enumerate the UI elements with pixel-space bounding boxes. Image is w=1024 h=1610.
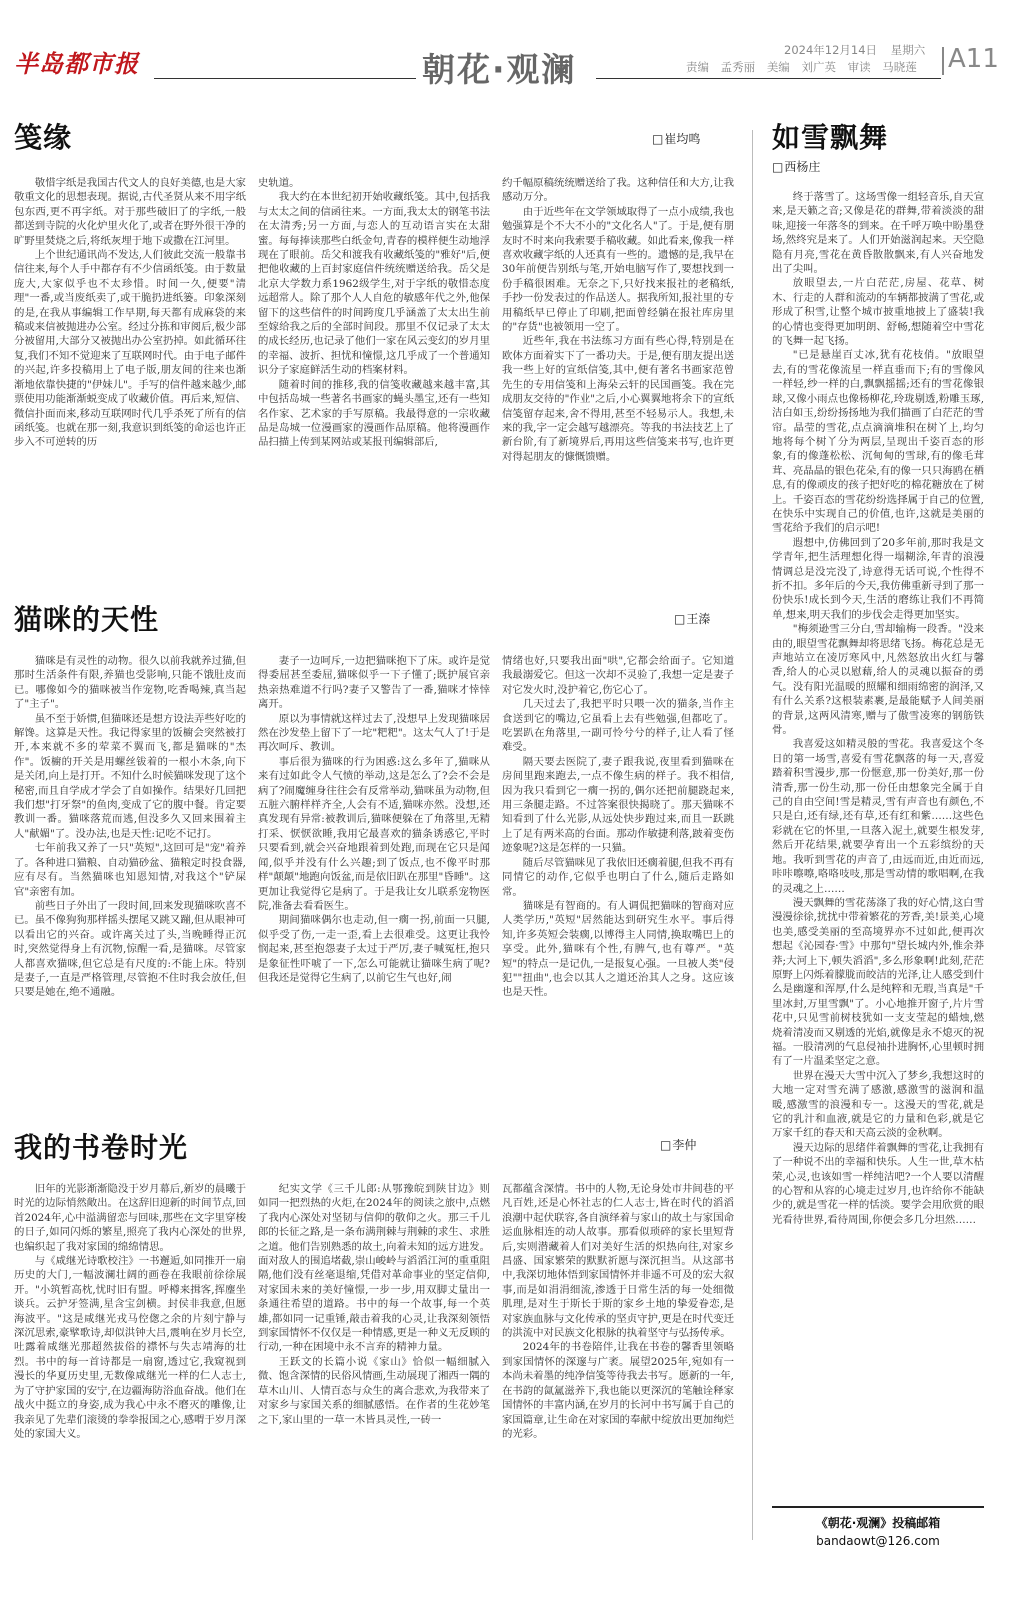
article-paragraph: 隔天要去医院了,妻子跟我说,夜里看到猫咪在房间里跑来跑去,一点不像生病的样子。我不相信,因为我只看到它一瘸一拐的,偶尔还把前腿跷起来,用三条腿走路。不过答案很快揭晓了。那天猫咪不知看到了什么光影,从远处快步跑过来,而且一跃跳上了足有两米高的台面。那动作敏捷利落,跛着变伤迹象呢?这是怎样的一只猫。 bbox=[502, 755, 734, 855]
article-title: 如雪飘舞 bbox=[772, 121, 889, 154]
article-column bbox=[502, 654, 734, 1094]
article-paragraph: 约千幅原稿统统赠送给了我。这种信任和大方,让我感动万分。 bbox=[502, 177, 734, 204]
editor-role: 责编 bbox=[686, 60, 709, 74]
article-paragraph: 旧年的光影渐渐隐没于岁月幕后,新岁的晨曦于时光的边际悄然敞出。在这辞旧迎新的时间节点,回首2024年,心中溢满留恋与回味,那些在文字里穿梭的日子,如同闪烁的繁星,照亮了我内心深处的世界,也编织起了我对家国的绵绵情思。 bbox=[14, 1183, 246, 1253]
submission-contact bbox=[772, 1506, 984, 1548]
article-paragraph: 几天过去了,我把平时只喂一次的猫条,当作主食送到它的嘴边,它虽看上去有些勉强,但都吃了。吃罢趴在角落里,一副可怜兮兮的样子,让人看了怪难受。 bbox=[502, 698, 734, 754]
section-title: 朝花·观澜 bbox=[422, 50, 577, 89]
article-paragraph: 与《咸继光诗歌校注》一书邂逅,如同推开一扇历史的大门,一幅波澜壮阔的画卷在我眼前徐徐展开。"小筑暂高枕,忧时旧有盟。呼樽来揖客,挥麈坐谈兵。云护牙签满,星含宝剑横。封侯非我意,但愿海波平。"这是咸继光戎马倥偬之余的片刻宁静与深沉思索,豪擘歌诗,却似洪钟大吕,震响在岁月长空,吐露着咸继光那超然拔俗的襟怀与失志靖海的壮烈。书中的每一首诗都是一扇窗,透过它,我窥视到漫长的华夏历史里,无数像咸继光一样的仁人志士,为了守护家国的安宁,在边疆海防浴血奋战。他们在战火中挺立的身姿,成为我心中永不磨灭的雕像,让我亲见了先辈们滚烫的拳拳报国之心,感喟于岁月深处的家国大义。 bbox=[14, 1255, 246, 1440]
article-column bbox=[772, 190, 984, 1490]
article-title: 笺缘 bbox=[14, 121, 73, 154]
article-paragraph: 漫天飘舞的雪花荡涤了我的好心情,这白雪漫漫徐徐,扰扰中带着繁花的芳香,美!景美,心境也美,感受美丽的至高境界亦不过如此,便再次想起《沁园春·雪》中那句"望长城内外,惟余莽莽;大河上下,顿失滔滔",多么形象啊!此刻,茫茫原野上闪烁着朦胧而皎洁的光泽,让人感受到什么是幽邃和浑厚,什么是纯粹和无瑕,当真是"千里冰封,万里雪飘"了。小心地推开窗子,片片雪花中,只见雪前树枝犹如一支支莹起的蜡烛,燃烧着清凌而又剔透的光焰,就像是永不熄灭的祝福。一股清冽的气息侵袖扑进胸怀,心里顿时拥有了一片温柔坚定之意。 bbox=[772, 896, 984, 1068]
issue-weekday: 星期六 bbox=[890, 43, 926, 57]
article-paragraph: 上个世纪通讯尚不发达,人们彼此交流一般靠书信往来,每个人手中都存有不少信函纸笺。由于数量庞大,大家似乎也不太珍惜。时间一久,便要"清理"一番,或当废纸卖了,或干脆扔进纸篓。印象深刻的是,在我从事编辑工作早期,每天都有成麻袋的来稿或来信被抛进办公室。经过分拣和审阅后,极少部分被留用,大部分又被抛出办公室扔掉。如此循环往复,我们不知不觉迎来了互联网时代。由于电子邮件的兴起,许多投稿用上了电子版,朋友间的往来也渐渐地依靠快捷的"伊妹儿"。手写的信件越来越少,邮票使用功能渐渐蜕变成了收藏价值。再后来,短信、微信扑面而来,移动互联网时代几乎杀死了所有的信函纸笺。也就在那一刻,我意识到纸笺的命运也许正步入不可逆转的历 bbox=[14, 249, 246, 449]
article-paragraph: 世界在漫天大雪中沉入了梦乡,我想这时的大地一定对雪充满了感激,感激雪的滋润和温暖,感激雪的浪漫和专一。这漫天的雪花,就是它的乳汁和血液,就是它的力量和色彩,就是它万家千红的春天和天高云淡的金秋啊。 bbox=[772, 1069, 984, 1140]
article-title: 我的书卷时光 bbox=[14, 1131, 189, 1164]
article-paragraph: 史轨道。 bbox=[258, 177, 300, 189]
article-column bbox=[502, 176, 734, 554]
article-paragraph: 随着时间的推移,我的信笺收藏越来越丰富,其中包括岛城一些著名书画家的蝇头墨宝,还有一些知名作家、艺术家的手写原稿。我最得意的一宗收藏品是岛城一位漫画家的漫画作品原稿。他将漫画作品扫描上传到某网站或某报刊编辑部后, bbox=[258, 378, 490, 449]
article-paragraph: 王跃文的长篇小说《家山》恰似一幅细腻入微、饱含深情的民俗风情画,生动展现了湘西一隅的草木山川、人情百态与众生的离合悲欢,为我带来了对家乡与家国关系的细腻感悟。在作者的生花妙笔之下,家山里的一草一木皆具灵性,一砖一 bbox=[258, 1355, 490, 1426]
header-rule-left bbox=[154, 78, 416, 79]
article-paragraph: 敬惜字纸是我国古代文人的良好美德,也是大家敬重文化的思想表现。据说,古代圣贤从来不用字纸包东西,更不再字纸。对于那些破旧了的字纸,一般都送到寺院的火化炉里火化了,或者在野外很干净的旷野里焚烧之后,将纸灰埋于地下或撒在江河里。 bbox=[14, 177, 246, 247]
article-byline: □ 西杨庄 bbox=[772, 158, 820, 175]
article-paragraph: 我喜爱这如精灵般的雪花。我喜爱这个冬日的第一场雪,喜爱有雪花飘落的每一天,喜爱踏着积雪漫步,那一份惬意,那一份美好,那一份清香,那一份生动,那一份任由想象完全属于自己的自由空间!雪是精灵,雪有声音也有颜色,不只是白,还有绿,还有草,还有红和紫……这些色彩就在它的怀里,一旦落入泥土,就要生根发芽,然后开花结果,就要孕育出一个五彩缤纷的天地。我听到雪花的声音了,由远而近,由近而远,咔咔嚓嚓,咯咯吱吱,那是雪动情的歌唱啊,在我的灵魂之上…… bbox=[772, 738, 984, 895]
editor-name: 孟秀丽 bbox=[720, 60, 756, 74]
article-column bbox=[258, 654, 490, 1094]
article-paragraph: "梅须逊雪三分白,雪却输梅一段香。"没来由的,眼望雪花飘舞却将思绪飞扬。梅花总是无声地站立在凌厉寒风中,凡然怒放出火红与馨香,给人的心灵以慰藉,给人的灵魂以振奋的勇气。没有阳光温暖的照耀和细雨绵密的润泽,又有什么关系?这根装素裹,是最能赋予人间美丽的背景,这两风清寒,赠与了傲雪凌寒的钢筋铁骨。 bbox=[772, 623, 984, 737]
article-byline: □ 李仲 bbox=[660, 1136, 696, 1153]
article-paragraph: 原以为事情就这样过去了,没想早上发现猫咪居然在沙发垫上留下了一坨"粑粑"。这太气人了!于是再次呵斥、教训。 bbox=[258, 712, 490, 754]
article-paragraph: 妻子一边呵斥,一边把猫咪抱下了床。或许是觉得委屈甚至委屈,猫咪似乎一下子懂了;既护展官亲热亲热难道不行吗?妻子又警告了一番,猫咪才悻悻离开。 bbox=[258, 655, 490, 711]
article-paragraph: 放眼望去,一片白茫茫,房屋、花草、树木、行走的人群和流动的车辆都披满了雪花,或形成了积雪,让整个城市披重地披上了盛装!我的心情也变得更加明朗、舒畅,想随着空中雪花的飞舞一起飞扬。 bbox=[772, 277, 984, 348]
issue-date: 2024年12月14日 bbox=[784, 43, 878, 57]
editor-name: 马晓莲 bbox=[882, 60, 917, 74]
article-column bbox=[14, 176, 246, 554]
article-title: 猫咪的天性 bbox=[14, 603, 160, 636]
editors-line bbox=[686, 59, 925, 75]
newspaper-logo: 半岛都市报 bbox=[14, 49, 139, 78]
article-paragraph: 终于落雪了。这场雪像一组轻音乐,自天宣来,是天籁之音;又像是花的群舞,带着淡淡的甜味,迎接一年落冬的到来。在千呼万唤中盼墨登场,然终究是来了。人们开始滋润起来。天空隐隐有月亮,雪花在黄昏散散飘来,有人兴奋地发出了尖叫。 bbox=[772, 191, 984, 276]
article-byline: □ 王溱 bbox=[674, 610, 710, 627]
article-paragraph: 猫咪是有灵性的动物。很久以前我就养过猫,但那时生活条件有限,养猫也受影响,只能不饿肚皮而已。哪像如今的猫咪被当作宠物,吃香喝辣,真当起了"主子"。 bbox=[14, 655, 246, 711]
article-paragraph: "已是悬崖百丈冰,犹有花枝俏。"放眼望去,有的雪花像流星一样直垂而下;有的雪像风一样轻,纱一样的白,飘飘摇摇;还有的雪花像银球,又像小雨点也像杨柳花,玲珑剔透,粉雕玉琢,洁白如玉,纷纷扬扬地为我们描画了白茫茫的雪帘。晶莹的雪花,点点滴滴堆积在树丫上,均匀地将每个树丫分为两层,呈现出千姿百态的形象,有的像蓬松松、沉甸甸的雪球,有的像毛茸茸、亮晶晶的银色花朵,有的像一只只海鸥在栖息,有的像顽皮的孩子把好吃的棉花糖放在了树上。千姿百态的雪花纷纷选择属于自己的位置,在快乐中实现自己的价值,也许,这就是美丽的雪花给予我们的启示吧! bbox=[772, 349, 984, 535]
editor-role: 审读 bbox=[847, 60, 871, 74]
article-paragraph: 虽不至于娇惯,但猫咪还是想方设法弄些好吃的解馋。这算是天性。我记得家里的饭櫥会突然被打开,本来就不多的荤菜不翼而飞,都是猫咪的"杰作"。饭櫥的开关是用螺丝钹着的一根小木条,向下是关闭,向上是打开。不知什么时候猫咪发现了这个秘密,而且自学成才学会了自如操作。结果好几回把我们想"打牙祭"的鱼肉,变成了它的腹中餐。肯定要教训一番。猫咪落荒而逃,但没多久又回来围着主人"献媚"了。没办法,也是天性:记吃不记打。 bbox=[14, 712, 246, 840]
article-paragraph: 2024年的书卷陪伴,让我在书卷的馨香里领略到家国情怀的深邃与广袤。展望2025年,宛如有一本尚未着墨的纯净信笺等待我去书写。愿新的一年,在书韵的氤氲滋养下,我也能以更深沉的笔触诠释家国情怀的丰富内涵,在岁月的长河中书写属于自己的家国篇章,让生命在对家国的奉献中绽放出更加绚烂的光彩。 bbox=[502, 1341, 734, 1440]
article-paragraph: 情绪也好,只要我出面"哄",它都会给面子。它知道我最溺爱它。但这一次却不灵验了,我想一定是妻子对它发火时,没护着它,伤它心了。 bbox=[502, 655, 734, 696]
editor-name: 刘广英 bbox=[801, 60, 836, 74]
article-paragraph: 近些年,我在书法练习方面有些心得,特别是在欧体方面着实下了一番功夫。于是,便有朋友提出送我一些上好的宣纸信笺,其中,便有著名书画家范曾先生的专用信笺和上海朵云轩的民国画笺。我在完成朋友交待的"作业"之后,小心翼翼地将余下的宣纸信笺留存起来,舍不得用,甚至不轻易示人。我想,未来的我,字一定会越写越漂亮。等我的书法技艺上了新台阶,有了新境界后,再用这些信笺来书写,也许更对得起朋友的慷慨馈赠。 bbox=[502, 335, 734, 463]
article-paragraph: 期间猫咪偶尔也走动,但一瘸一拐,前面一只腿,似乎受了伤,一走一歪,看上去很难受。这更让我怜悯起来,甚至抱怨妻子太过于严厉,妻子喊冤枉,抱只是象征性吓唬了一下,怎么可能就让猫咪生病了呢?但我还是觉得它生病了,以前它生气也好,闹 bbox=[258, 914, 490, 984]
article-paragraph: 遐想中,仿佛回到了20多年前,那时我是文学青年,把生活理想化得一塌糊涂,年青的浪漫情调总是没完没了,诗意得无话可说,个性得不折不扣。多年后的今天,我仿佛重新寻到了那一份快乐!成长到今天,生活的磨练让我们不再简单,想来,明天我们的步伐会走得更加坚实。 bbox=[772, 536, 984, 621]
article-paragraph: 我大约在本世纪初开始收藏纸笺。其中,包括我与太太之间的信函往来。一方面,我太太的钢笔书法在太清秀;另一方面,与恋人的互动语言实在太甜蜜。每每捧读那些白纸金句,青春的模样便生动地浮现在了眼前。岳父和渡我有收藏纸笺的"雅好"后,便把他收藏的上百封家庭信件统统赠送给我。岳父是北京大学数力系1962级学生,对于字纸的敬惜态度远超常人。除了那个人人自危的敏感年代之外,他保留下的这些信件的时间跨度几乎涵盖了太太出生前至嫁给我之后的全部时间段。那里不仅记录了太太的成长经历,也记录了他们一家在风云变幻的岁月里的幸福、波折、担忧和憧憬,这几乎成了一个普通知识分子家庭鲜活生动的档案材料。 bbox=[258, 191, 490, 377]
article-paragraph: 猫咪是有智商的。有人调侃把猫咪的智商对应人类学历,"英短"居然能达到研究生水平。事后得知,许多英短会装瘸,以博得主人同情,换取嘴巴上的享受。此外,猫咪有个性,有脾气,也有尊严。"英短"的特点一是记仇,一是报复心强。一旦被人类"侵犯""扭曲",也会以其人之道还治其人之身。这应该也是天性。 bbox=[502, 899, 734, 999]
contact-email[interactable]: bandaowt@126.com bbox=[816, 1534, 940, 1548]
article-paragraph: 事后很为猫咪的行为困惑:这么多年了,猫咪从来有过如此令人气愤的举动,这是怎么了?会不会是病了?闹魔缠身往往会有反常举动,猫咪虽为动物,但五脏六腑样样齐全,人会有不适,猫咪亦然。没想,还真发现有异常:被教训后,猫咪便躲在了角落里,无精打采、恹恹欲睡,我用它最喜欢的猫条诱惑它,平时只要看到,就会兴奋地跟着到处跑,而现在它只是闻闻,似乎并没有什么兴趣;到了饭点,也不像平时那样"颠颠"地跑向饭盆,而是依旧趴在那里"昏睡"。这更加让我觉得它是病了。于是我让女儿联系宠物医院,准备去看看医生。 bbox=[258, 755, 490, 912]
article-byline: □ 崔均鸣 bbox=[652, 130, 700, 147]
header-rule-right bbox=[596, 78, 941, 79]
contact-rule bbox=[772, 1506, 984, 1508]
masthead bbox=[14, 38, 1010, 88]
column-divider bbox=[752, 130, 753, 1540]
article-paragraph: 前些日子外出了一段时间,回来发现猫咪吹喜不已。虽不像狗狗那样摇头摆尾又跳又蹦,但从眼神可以看出它的兴奋。或许离关过了头,当晚睡得正沉时,突然觉得身上有沉物,惊醒一看,是猫咪。尽管家人都喜欢猫咪,但它总是有尺度的:不能上床。特别是妻子,一直是严格管理,尽管抱不住时我会放任,但只要是她在,绝不通融。 bbox=[14, 899, 246, 999]
date-line bbox=[784, 42, 935, 58]
contact-title: 《朝花·观澜》投稿邮箱 bbox=[815, 1516, 941, 1530]
editor-role: 美编 bbox=[766, 60, 790, 74]
article-paragraph: 纪实文学《三千儿郎:从鄂豫皖到陕甘边》则如同一把烈热的火炬,在2024年的阅读之旅中,点燃了我内心深处对坚韧与信仰的敬仰之火。那三千儿郎的长征之路,是一条布满荆棘与荆棘的求生、求胜之道。他们告别熟悉的故土,向着未知的远方进发。面对敌人的围追堵截,崇山峻岭与滔滔江河的重重阻隔,他们没有丝毫退缩,凭借对革命事业的坚定信仰,对家国未来的美好憧憬,一步一步,用双脚丈量出一条通往希望的道路。书中的每一个故事,每一个英雄,都如同一记重锤,敲击着我的心灵,让我深刻领悟到家国情怀不仅仅是一种情感,更是一种义无反顾的行动,一种在困境中永不言弃的精神力量。 bbox=[258, 1183, 490, 1354]
article-column bbox=[258, 1182, 490, 1582]
article-column bbox=[502, 1182, 734, 1582]
article-paragraph: 随后尽管猫咪见了我依旧还瘸着腿,但我不再有同情它的动作,它似乎也明白了什么,随后走路如常。 bbox=[502, 856, 734, 898]
article-paragraph: 瓦都蕴含深情。书中的人物,无论身处市井间巷的平凡百姓,还是心怀社志的仁人志士,皆在时代的滔滔浪潮中起伏联容,各自演绎着与家山的故土与家国命运血脉相连的动人故事。那看似琐碎的家长里短背后,实则潜藏着人们对美好生活的炽热向往,对家乡昌盛、国家繁荣的默默祈愿与深沉担当。从这部书中,我深切地体悟到家国情怀并非遥不可及的宏大叙事,而是如涓涓细流,渗透于日常生活的每一处细微肌理,是对生于斯长于斯的家乡土地的挚爱眷恋,是对家族血脉与文化传承的坚贞守护,更是在时代变迁的洪流中对民族文化根脉的执着坚守与弘扬传承。 bbox=[502, 1183, 734, 1340]
article-paragraph: 由于近些年在文学领域取得了一点小成绩,我也勉强算是个不大不小的"文化名人"了。于是,便有朋友时不时来向我索要手稿收藏。如此看来,像我一样喜欢收藏字纸的人还真有一些的。遗憾的是,我早在30年前便告别纸与笔,开始电脑写作了,要想找到一份手稿很困难。无奈之下,只好找来报社的老稿纸,手抄一份发表过的作品送人。据我所知,报社里的专用稿纸早已停止了印刷,把面曾经躺在报社库房里的"存货"也被领用一空了。 bbox=[502, 205, 734, 334]
article-column bbox=[14, 1182, 246, 1582]
article-paragraph: 漫天边际的思绪伴着飘舞的雪花,让我拥有了一种说不出的幸福和快乐。人生一世,草木枯荣,心灵,也该如雪一样纯洁吧?一个人要以清醒的心智和从容的心境走过岁月,也许给你不能缺少的,就是雪花一样的恬淡。要学会用欣赏的眼光看待世界,看待周围,你便会多几分坦然…… bbox=[772, 1141, 984, 1226]
page-number: A11 bbox=[948, 44, 999, 74]
article-column bbox=[14, 654, 246, 1094]
article-column bbox=[258, 176, 490, 554]
article-paragraph: 七年前我又养了一只"英短",这回可是"宠"着养了。各种进口猫粮、自动猫砂盆、猫粮定时投食器,应有尽有。当然猫咪也知恩知情,对我这个"铲屎官"亲密有加。 bbox=[14, 842, 246, 898]
